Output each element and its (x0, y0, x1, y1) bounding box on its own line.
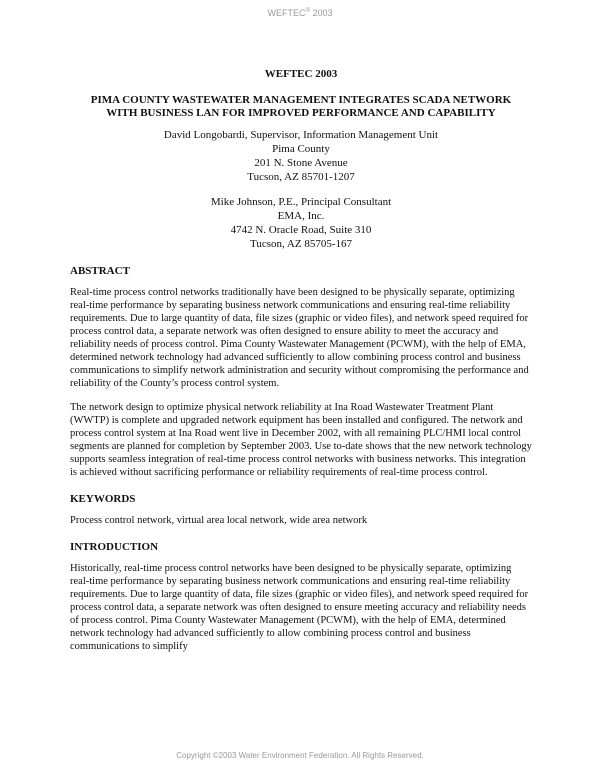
author-name: Mike Johnson, P.E., Principal Consultant (210, 196, 392, 208)
running-header-text: WEFTEC (267, 8, 306, 18)
paper-title (70, 94, 532, 120)
author-organization: Pima County (272, 143, 330, 155)
paper-title-line-2: WITH BUSINESS LAN FOR IMPROVED PERFORMANCE AND CAPABILITY (106, 107, 496, 119)
keywords-heading: KEYWORDS (70, 493, 136, 505)
running-header (0, 8, 600, 18)
author-organization: EMA, Inc. (277, 210, 325, 222)
introduction-heading: INTRODUCTION (70, 541, 159, 553)
conference-name: WEFTEC 2003 (264, 68, 338, 80)
keywords-text: Process control network, virtual area local network, wide area network (70, 515, 368, 526)
copyright-footer: Copyright ©2003 Water Environment Federation. All Rights Reserved. (176, 751, 424, 760)
abstract-paragraph-2: The network design to optimize physical network reliability at Ina Road Wastewater Treatment Plant (WWTP) is complete and upgraded network equipment has been installed and configured. The network and process control system at Ina Road went live in December 2002, with all remaining PLC/HMI local control segments are planned for completion by September 2003. Use to-date shows that the new network technology supports seamless integration of real-time process control networks with business networks. This integration is achieved without sacrificing performance or reliability requirements of real-time process control. (70, 402, 532, 478)
abstract-paragraph-1: Real-time process control networks traditionally have been designed to be physically separate, optimizing real-time performance by separating business network communications and ensuring real-time reliability requirements. Due to large quantity of data, file sizes (graphic or video files), and network speed required for process control data, a separate network was often designed to ensure ability to meet the accuracy and reliability needs of process control. Pima County Wastewater Management (PCWM), with the help of EMA, determined network technology had advanced sufficiently to allow combining process control and business communications to simplify network administration and security without compromising the performance and reliability of the County’s process control system. (70, 287, 529, 389)
registered-mark: ® (305, 8, 310, 14)
author-city: Tucson, AZ 85705-167 (250, 238, 352, 250)
author-address: 4742 N. Oracle Road, Suite 310 (230, 224, 372, 236)
abstract-heading: ABSTRACT (70, 265, 130, 277)
running-header-year: 2003 (309, 8, 333, 18)
author-block-2 (70, 195, 532, 251)
author-city: Tucson, AZ 85701-1207 (247, 171, 355, 183)
author-address: 201 N. Stone Avenue (254, 157, 348, 169)
paper-page (70, 68, 532, 664)
author-name: David Longobardi, Supervisor, Information Management Unit (163, 129, 439, 141)
paper-title-line-1: PIMA COUNTY WASTEWATER MANAGEMENT INTEGRATES SCADA NETWORK (90, 94, 512, 106)
introduction-paragraph-1: Historically, real-time process control networks have been designed to be physically separate, optimizing real-time performance by separating business network communications and ensuring real-time reliability requirements. Due to large quantity of data, file sizes (graphic or video files), and network speed required for process control data, a separate network was often designed to ensure meeting accuracy and reliability needs of process control. Pima County Wastewater Management (PCWM), with the help of EMA, determined network technology had advanced sufficiently to allow combining process control and business communications to simplify (70, 563, 529, 652)
author-block-1 (70, 128, 532, 184)
